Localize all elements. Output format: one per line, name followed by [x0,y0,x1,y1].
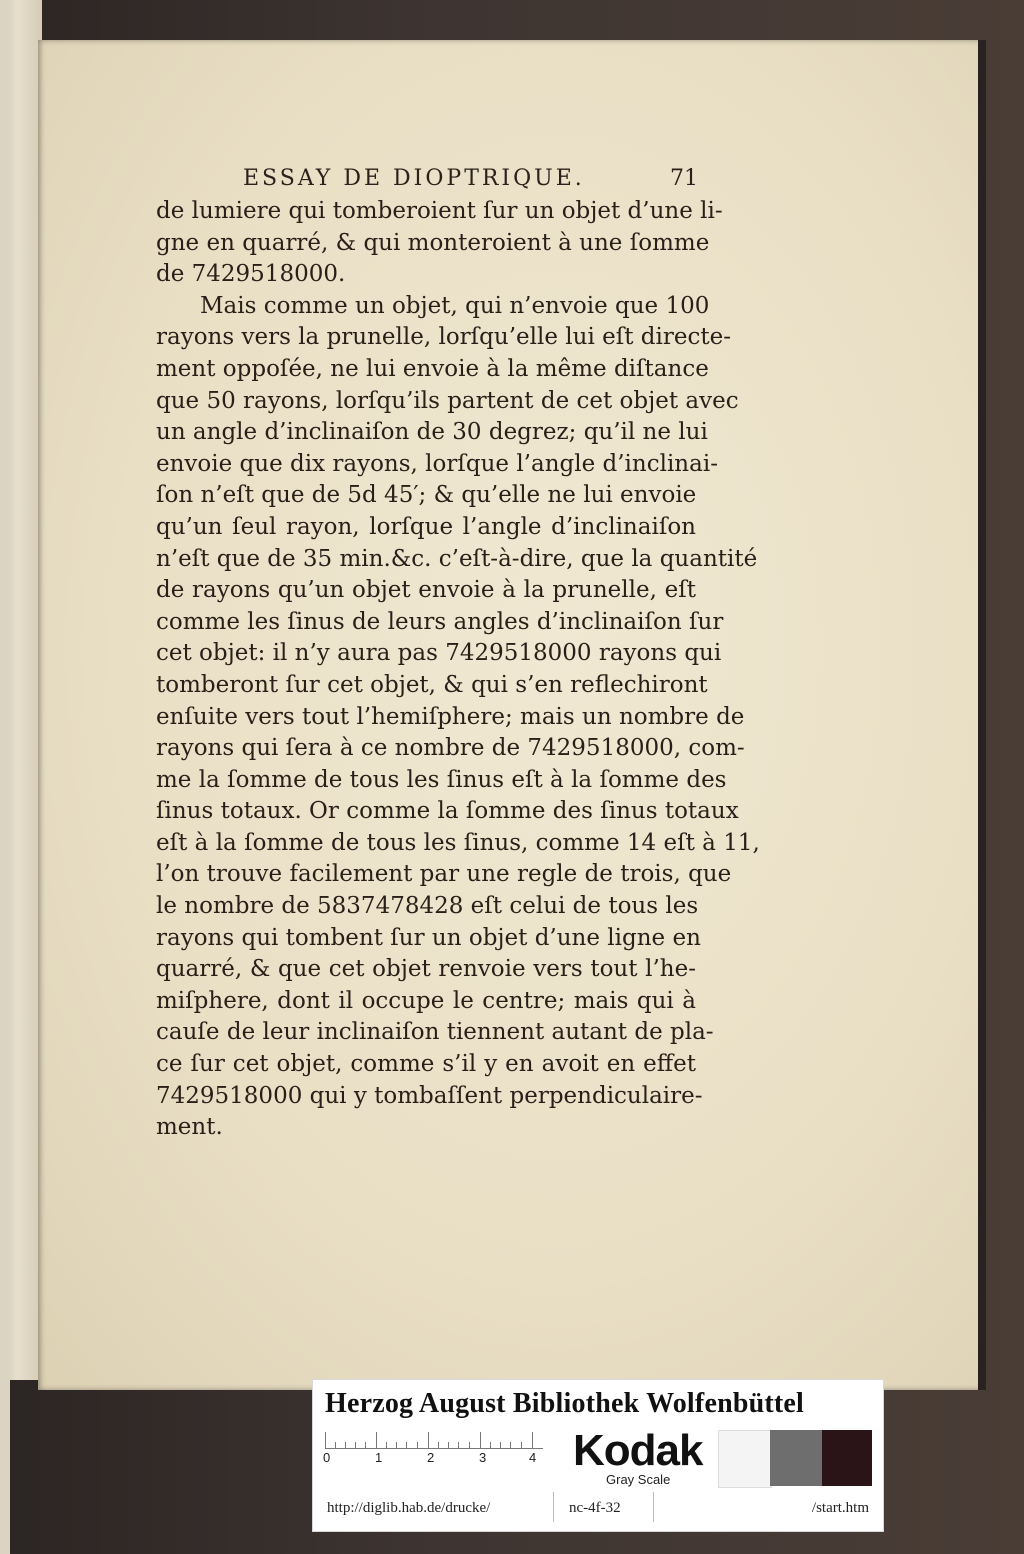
text-line: ce ſur cet objet, comme s’il y en avoit en effet [156,1051,696,1078]
running-title: ESSAY DE DIOPTRIQUE. [243,166,585,191]
text-line: eſt à la ſomme de tous les ſinus, comme 14 eſt à 11, [156,829,760,856]
text-line: rayons vers la prunelle, lorſqu’elle lui eſt directe- [156,324,731,351]
ruler-label: 2 [427,1450,435,1465]
ruler-tick [386,1442,387,1448]
text-line: ſinus totaux. Or comme la ſomme des ſinus totaux [156,798,739,825]
text-line: cet objet: il n’y aura pas 7429518000 rayons qui [156,640,722,667]
ruler-tick [438,1442,439,1448]
text-line: miſphere, dont il occupe le centre; mais qui à [156,987,696,1014]
url-suffix: /start.htm [811,1500,869,1516]
scale-ruler [325,1432,543,1449]
text-line: 7429518000 qui y tombaſſent perpendiculaire- [156,1082,703,1109]
ruler-tick [458,1442,459,1448]
ruler-tick [406,1442,407,1448]
url-prefix: http://diglib.hab.de/drucke/ [327,1500,491,1516]
text-line: rayons qui ſera à ce nombre de 7429518000, com- [156,735,745,762]
text-line: envoie que dix rayons, lorſque l’angle d’inclinai- [156,450,718,477]
ruler-tick [469,1442,470,1448]
text-line: ment. [156,1114,223,1141]
text-line: enſuite vers tout l’hemiſphere; mais un nombre de [156,703,745,730]
page-shadow-edge [978,40,986,1390]
text-line: ment oppoſée, ne lui envoie à la même diſtance [156,355,709,382]
text-line: Mais comme un objet, qui n’envoie que 100 [200,292,710,319]
ruler-tick [365,1442,366,1448]
ruler-tick [428,1432,429,1448]
text-line: n’eſt que de 35 min.&c. c’eſt-à-dire, que la quantité [156,545,758,572]
text-line: cauſe de leur inclinaiſon tiennent autant de pla- [156,1019,714,1046]
library-name: Herzog August Bibliothek Wolfenbüttel [325,1388,805,1419]
ruler-tick [355,1442,356,1448]
text-line: l’on trouve facilement par une regle de trois, que [156,861,732,888]
ruler-label: 4 [529,1450,537,1465]
ruler-tick [396,1442,397,1448]
divider [553,1492,554,1522]
text-line: tomberont ſur cet objet, & qui s’en reflechiront [156,671,708,698]
ruler-tick [417,1442,418,1448]
divider [653,1492,654,1522]
ruler-tick [376,1432,377,1448]
page-number: 71 [670,166,698,191]
ruler-tick [532,1432,533,1448]
text-line: le nombre de 5837478428 eſt celui de tous les [156,893,699,920]
body-text [156,196,760,1144]
text-line: ſon n’eſt que de 5d 45′; & qu’elle ne lui envoie [156,482,697,509]
text-line: gne en quarré, & qui monteroient à une ſomme [156,229,710,256]
ruler-tick [510,1442,511,1448]
text-line: de rayons qu’un objet envoie à la prunelle, eſt [156,577,696,604]
text-line: qu’un ſeul rayon, lorſque l’angle d’inclinaiſon [156,513,696,540]
color-target-card [312,1379,884,1532]
gray-swatch [770,1430,822,1486]
text-line: comme les ſinus de leurs angles d’inclinaiſon ſur [156,608,724,635]
black-swatch [822,1430,872,1486]
ruler-tick [480,1432,481,1448]
page-fore-edge [0,0,10,1554]
text-line: un angle d’inclinaiſon de 30 degrez; qu’il ne lui [156,419,708,446]
ruler-tick [521,1442,522,1448]
gray-scale-label: Gray Scale [606,1472,671,1487]
text-line: de 7429518000. [156,261,346,288]
text-line: que 50 rayons, lorſqu’ils partent de cet objet avec [156,387,739,414]
running-header [243,166,698,198]
text-line: me la ſomme de tous les ſinus eſt à la ſomme des [156,766,727,793]
ruler-label: 3 [479,1450,487,1465]
ruler-tick [325,1432,326,1448]
shelfmark: nc-4f-32 [569,1500,621,1516]
ruler-tick [500,1442,501,1448]
ruler-label: 0 [323,1450,331,1465]
ruler-tick [335,1442,336,1448]
ruler-tick [345,1442,346,1448]
kodak-logo: Kodak [573,1426,703,1475]
text-line: quarré, & que cet objet renvoie vers tout l’he- [156,956,696,983]
ruler-tick [490,1442,491,1448]
ruler-labels [323,1450,553,1468]
ruler-tick [448,1442,449,1448]
text-line: rayons qui tombent ſur un objet d’une ligne en [156,924,701,951]
ruler-label: 1 [375,1450,383,1465]
text-line: de lumiere qui tomberoient ſur un objet d’une li- [156,198,723,224]
white-swatch [718,1430,772,1488]
